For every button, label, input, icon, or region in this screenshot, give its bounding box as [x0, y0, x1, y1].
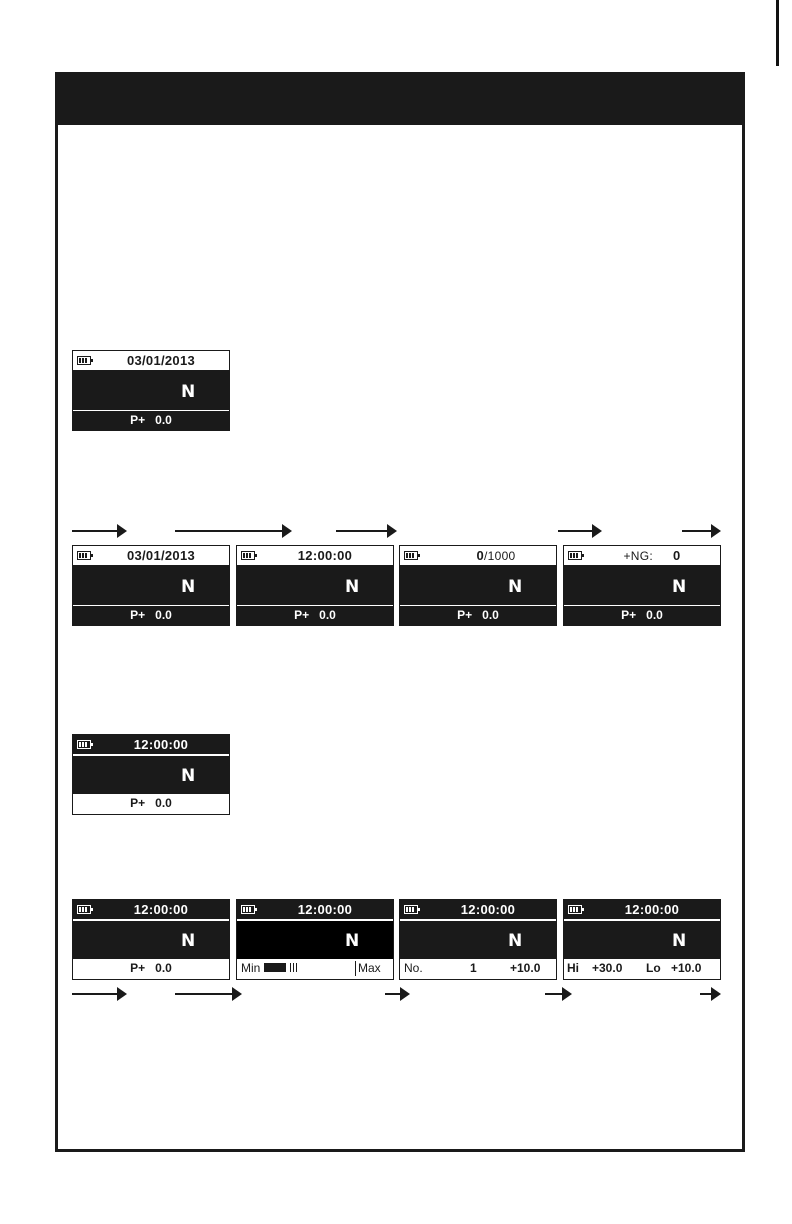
- screen-header: 12:00:00: [297, 902, 353, 917]
- lcd-screen-gauge: [236, 899, 394, 980]
- arrow-right-icon: [545, 993, 570, 995]
- hi-label: Hi: [567, 961, 579, 975]
- arrow-right-icon: [336, 530, 395, 532]
- unit-label: N: [181, 577, 196, 597]
- gauge-fill: [264, 963, 286, 972]
- peak-value: 0.0: [155, 608, 172, 622]
- cut-line: [776, 0, 779, 66]
- peak-label: P+: [294, 608, 310, 622]
- setpoint-no-value: 1: [470, 961, 477, 975]
- arrow-right-icon: [558, 530, 600, 532]
- peak-label: P+: [130, 413, 146, 427]
- peak-value: 0.0: [319, 608, 336, 622]
- battery-icon: [568, 551, 582, 560]
- battery-icon: [241, 905, 255, 914]
- battery-icon: [77, 356, 91, 365]
- setpoint-value: +10.0: [510, 961, 541, 975]
- setpoint-no-label: No.: [404, 961, 423, 975]
- screen-header: 03/01/2013: [126, 548, 196, 563]
- lo-label: Lo: [646, 961, 661, 975]
- battery-icon: [568, 905, 582, 914]
- screen-header: 12:00:00: [133, 902, 189, 917]
- peak-value: 0.0: [482, 608, 499, 622]
- lcd-screen-date: [72, 545, 230, 626]
- lcd-screen-memory-count: [399, 545, 557, 626]
- max-label: Max: [355, 961, 381, 976]
- peak-value: 0.0: [646, 608, 663, 622]
- battery-icon: [241, 551, 255, 560]
- section-header-bar: [58, 75, 742, 125]
- battery-icon: [77, 905, 91, 914]
- unit-label: N: [345, 931, 360, 951]
- unit-label: N: [508, 577, 523, 597]
- level-gauge: [264, 963, 304, 972]
- screen-header: 12:00:00: [460, 902, 516, 917]
- lcd-screen-ng-count: [563, 545, 721, 626]
- arrow-right-icon: [175, 530, 290, 532]
- peak-label: P+: [457, 608, 473, 622]
- unit-label: N: [181, 766, 196, 786]
- arrow-right-icon: [682, 530, 719, 532]
- screen-header: 12:00:00: [624, 902, 680, 917]
- unit-label: N: [181, 382, 196, 402]
- lcd-screen-time: [72, 899, 230, 980]
- arrow-right-icon: [72, 993, 125, 995]
- unit-label: N: [181, 931, 196, 951]
- arrow-right-icon: [385, 993, 408, 995]
- peak-value: 0.0: [155, 961, 172, 975]
- battery-icon: [404, 551, 418, 560]
- lo-value: +10.0: [671, 961, 702, 975]
- unit-label: N: [508, 931, 523, 951]
- unit-label: N: [345, 577, 360, 597]
- min-label: Min: [241, 961, 261, 975]
- screen-header: 12:00:00: [297, 548, 353, 563]
- peak-value: 0.0: [155, 413, 172, 427]
- hi-value: +30.0: [592, 961, 623, 975]
- screen-header: 12:00:00: [133, 737, 189, 752]
- arrow-right-icon: [175, 993, 240, 995]
- lcd-screen-date: [72, 350, 230, 431]
- memory-total: /1000: [484, 549, 516, 563]
- unit-label: N: [672, 577, 687, 597]
- lcd-screen-time: [72, 734, 230, 815]
- battery-icon: [404, 905, 418, 914]
- battery-icon: [77, 740, 91, 749]
- battery-icon: [77, 551, 91, 560]
- ng-label: +NG:: [623, 549, 653, 563]
- peak-label: P+: [130, 608, 146, 622]
- ng-value: 0: [673, 548, 681, 563]
- lcd-screen-setpoint: [399, 899, 557, 980]
- lcd-screen-time: [236, 545, 394, 626]
- peak-label: P+: [130, 961, 146, 975]
- arrow-right-icon: [700, 993, 719, 995]
- peak-label: P+: [621, 608, 637, 622]
- screen-header: 03/01/2013: [126, 353, 196, 368]
- memory-count: 0: [476, 548, 484, 563]
- peak-value: 0.0: [155, 796, 172, 810]
- peak-label: P+: [130, 796, 146, 810]
- unit-label: N: [672, 931, 687, 951]
- arrow-right-icon: [72, 530, 125, 532]
- lcd-screen-hi-lo: [563, 899, 721, 980]
